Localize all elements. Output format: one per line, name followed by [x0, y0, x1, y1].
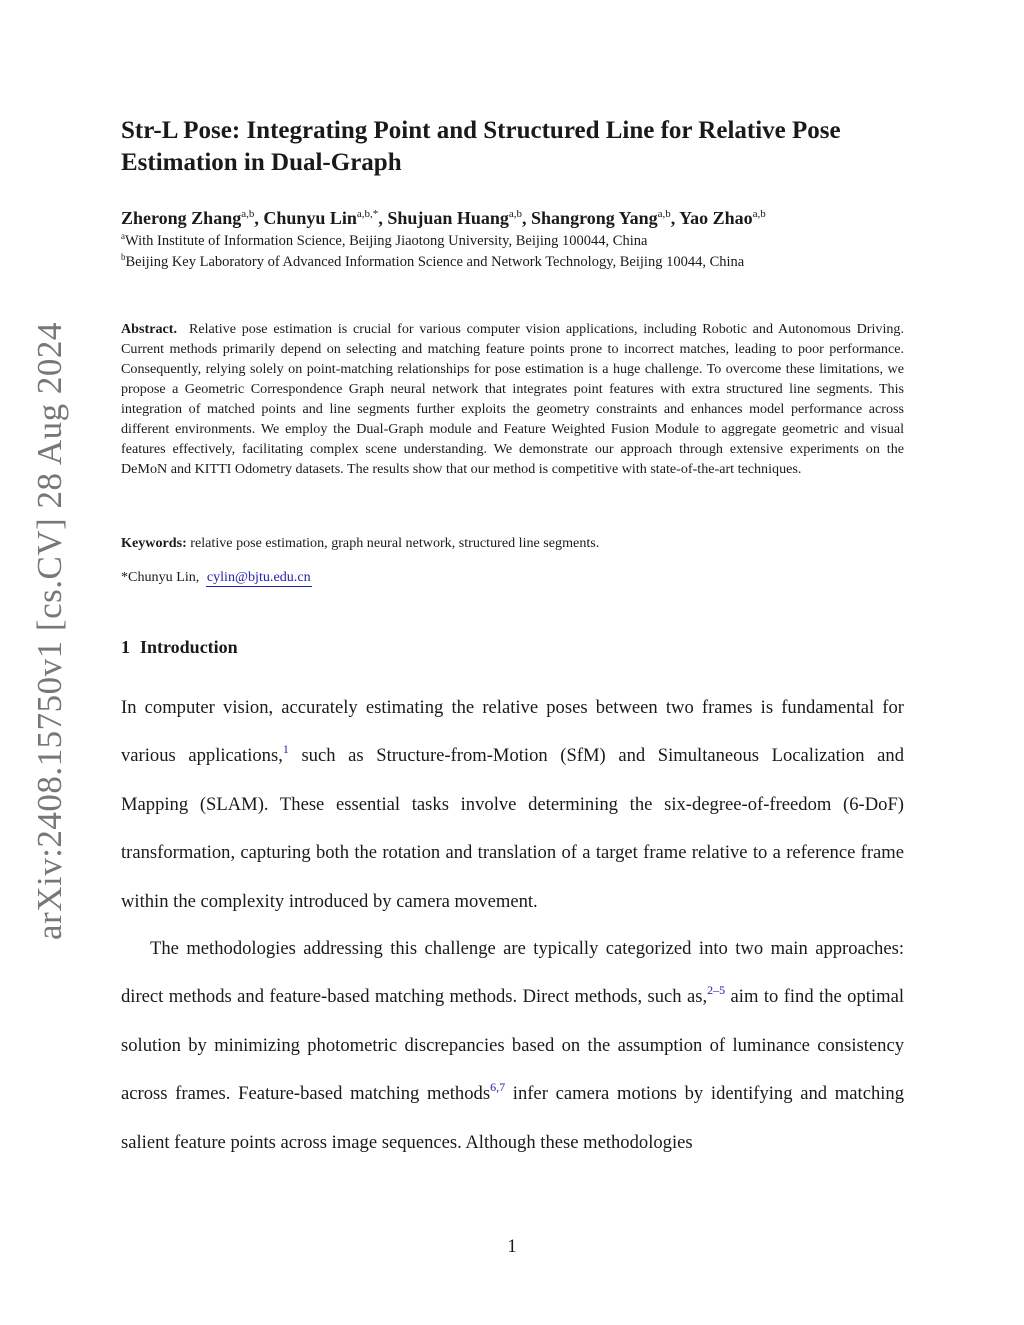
author-affiliation-mark: a,b	[241, 208, 255, 220]
corresponding-author-name: *Chunyu Lin,	[121, 569, 200, 585]
abstract	[121, 319, 904, 479]
paper-title	[121, 115, 921, 179]
author-affiliation-mark: a,b	[508, 208, 523, 220]
affiliation-a	[121, 233, 921, 250]
paragraph-text: In computer vision, accurately estimating the relative poses between two frames is fundamental for various applications,	[121, 697, 904, 767]
title-line-1: Str-L Pose: Integrating Point and Structured Line for Relative Pose	[121, 117, 841, 144]
email-link[interactable]: cylin@bjtu.edu.cn	[206, 569, 311, 585]
page-number: 1	[507, 1236, 517, 1257]
keywords	[121, 535, 904, 552]
affiliation-b	[121, 254, 921, 271]
paragraph-text: aim to find the optimal solution by minimizing photometric discrepancies based on the assumption of luminance consistency across frames. Feature-based matching methods	[121, 986, 904, 1105]
affiliation-text: Beijing Key Laboratory of Advanced Information Science and Network Technology, Beijing 10044, China	[125, 254, 745, 270]
author-name: Zherong Zhang	[121, 208, 242, 228]
affiliation-mark: a	[121, 231, 125, 241]
section-heading-introduction	[121, 637, 238, 658]
keywords-text: relative pose estimation, graph neural network, structured line segments.	[190, 535, 600, 551]
author-affiliation-mark: a,b,*	[356, 208, 379, 220]
section-title: Introduction	[140, 637, 238, 657]
intro-paragraph-2	[121, 925, 904, 1167]
paragraph-text: infer camera motions by identifying and matching salient feature points across image sequences. Although these methodologies	[121, 1083, 904, 1153]
abstract-text: Relative pose estimation is crucial for various computer vision applications, including Robotic and Autonomous Driving. Current methods primarily depend on selecting and matching feature points prone to incorrect matches, leading to poor performance. Consequently, relying solely on point-matching relationships for pose estimation is a huge challenge. To overcome these limitations, we propose a Geometric Correspondence Graph neural network that integrates point features with extra structured line segments. This integration of matched points and line segments further exploits the geometry constraints and enhances model performance across different environments. We employ the Dual-Graph module and Feature Weighted Fusion Module to aggregate geometric and visual features effectively, facilitating complex scene understanding. We demonstrate our approach through extensive experiments on the DeMoN and KITTI Odometry datasets. The results show that our method is competitive with state-of-the-art techniques.	[121, 321, 904, 477]
citation-link[interactable]: 2–5	[707, 983, 726, 998]
corresponding-author	[121, 569, 904, 586]
paragraph-text: The methodologies addressing this challenge are typically categorized into two main approaches: direct methods and feature-based matching methods. Direct methods, such as,	[121, 938, 904, 1008]
author-affiliation-mark: a,b	[657, 208, 671, 220]
author-list: Zherong Zhang$^{a,b}$, Chunyu Lin$^{a,b,*}$, Shujuan Huang$^{a,b}$, Shangrong Yang$^{a,b}$, Yao Zhao$^{a,b}$	[121, 208, 766, 228]
section-number: 1	[121, 637, 130, 657]
affiliation-mark: b	[121, 252, 126, 262]
keywords-label: Keywords:	[121, 535, 187, 551]
author-name: Shangrong Yang	[531, 208, 658, 228]
citation-link[interactable]: 6,7	[490, 1080, 506, 1095]
citation-link[interactable]: 1	[282, 742, 289, 757]
title-line-2: Estimation in Dual-Graph	[121, 149, 402, 176]
author-affiliation-mark: a,b	[752, 208, 766, 220]
author-name: Yao Zhao	[679, 208, 753, 228]
author-name: Chunyu Lin	[263, 208, 357, 228]
abstract-label: Abstract.	[121, 321, 177, 337]
paragraph-text: such as Structure-from-Motion (SfM) and Simultaneous Localization and Mapping (SLAM). These essential tasks involve determining the six-degree-of-freedom (6-DoF) transformation, capturing both the rotation and translation of a target frame relative to a reference frame within the complexity introduced by camera movement.	[121, 745, 904, 912]
intro-paragraph-1	[121, 684, 904, 926]
arxiv-identifier: arXiv:2408.15750v1 [cs.CV] 28 Aug 2024	[30, 322, 69, 940]
affiliation-text: With Institute of Information Science, Beijing Jiaotong University, Beijing 100044, China	[125, 233, 648, 249]
author-name: Shujuan Huang	[387, 208, 509, 228]
